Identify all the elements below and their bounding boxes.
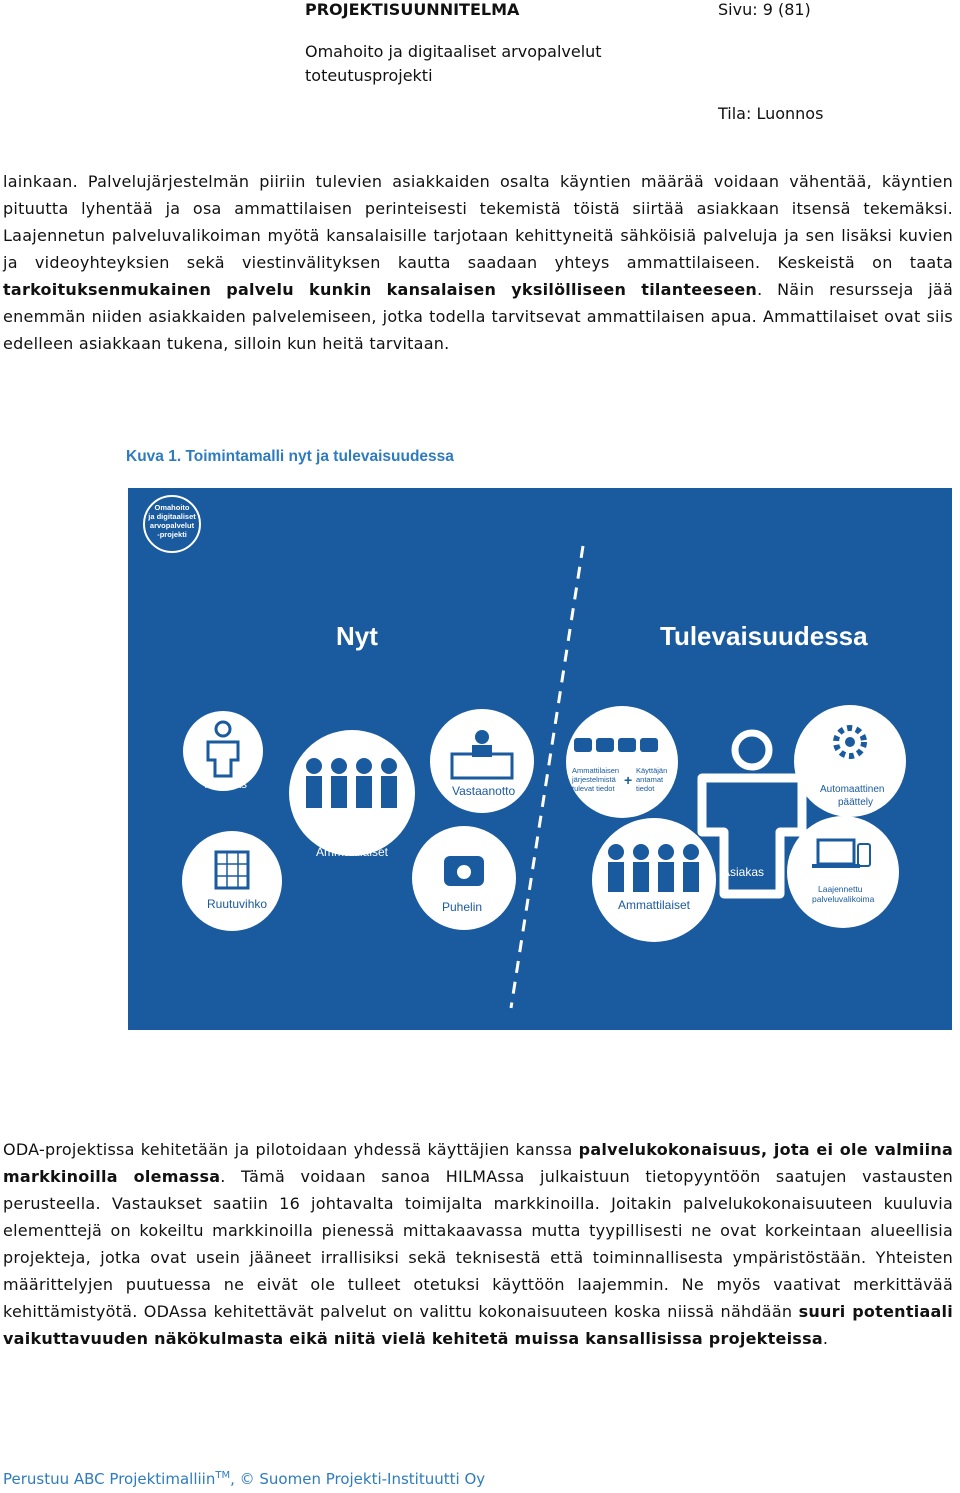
label-asiakas-future: Asiakas — [722, 865, 765, 879]
footer-tm: TM — [215, 1470, 231, 1481]
ruutuvihko-icon — [182, 831, 282, 931]
svg-text:Ammattilaisen: Ammattilaisen — [572, 766, 620, 775]
svg-text:Laajennettu: Laajennettu — [818, 884, 863, 894]
ammattilaiset-now-icon — [289, 730, 415, 856]
para2-text-2: . Tämä voidaan sanoa HILMAssa julkaistuun tietopyyntöön saatujen vastausten perusteella. Vastaukset saatiin 16 johtavalta toimijalta markkinoilla. Joitakin palvelukokonaisuuteen kuuluvia elementtejä on kokeiltu markkinoilla pienessä mittakaavassa mutta tyypillisesti ne ovat korkeintaan alueellisia projekteja, jotka ovat usein jääneet irrallisiksi sekä teknisestä että toiminnallisesta ympäristöstään. Yhteisten määrittelyjen puutuessa ne eivät ole tulleet otetuksi käyttöön laajemmin. Ne myös vaativat merkittävää kehittämistyötä. ODAssa kehitettävät palvelut on valittu kokonaisuuteen koska niissä nähdään — [3, 1167, 953, 1321]
svg-text:Käyttäjän: Käyttäjän — [636, 766, 668, 775]
para2-bold-2: suuri potentiaali vaikuttavuuden näkökulmasta eikä niitä vielä kehitetä muissa kansallisissa projekteissa — [3, 1302, 954, 1348]
palveluvalikoima-icon — [787, 816, 899, 928]
title-now: Nyt — [336, 621, 378, 651]
body-paragraph-2 — [3, 1136, 953, 1352]
svg-text:tulevat tiedot: tulevat tiedot — [572, 784, 615, 793]
ammattilaiset-future-icon — [592, 818, 716, 942]
para2-text-1: ODA-projektissa kehitetään ja pilotoidaan yhdessä käyttäjien kanssa — [3, 1140, 579, 1159]
svg-text:tiedot: tiedot — [636, 784, 655, 793]
project-name: Omahoito ja digitaaliset arvopalvelut toteutusprojekti — [305, 42, 602, 85]
svg-text:ja digitaaliset: ja digitaaliset — [148, 512, 196, 521]
figure-drawing — [128, 488, 952, 1030]
operating-model-figure — [128, 488, 952, 1030]
page-number: Sivu: 9 (81) — [718, 0, 811, 19]
body-paragraph-1 — [3, 168, 953, 357]
document-type: PROJEKTISUUNNITELMA — [305, 0, 520, 19]
para2-bold-1: palvelukokonaisuus, jota ei ole valmiina markkinoilla olemassa — [3, 1140, 954, 1186]
project-logo — [144, 496, 200, 552]
footer — [3, 1470, 485, 1488]
svg-text:päättely: päättely — [838, 797, 874, 808]
figure-caption: Kuva 1. Toimintamalli nyt ja tulevaisuudessa — [126, 448, 454, 465]
svg-text:Automaattinen: Automaattinen — [820, 784, 885, 795]
document-state: Tila: Luonnos — [718, 104, 824, 123]
label-ruutuvihko: Ruutuvihko — [207, 897, 268, 911]
svg-text:Omahoito: Omahoito — [154, 503, 190, 512]
footer-text-2: , © Suomen Projekti-Instituutti Oy — [230, 1470, 486, 1488]
title-future: Tulevaisuudessa — [660, 621, 868, 651]
label-puhelin: Puhelin — [442, 900, 483, 914]
label-vastaanotto: Vastaanotto — [452, 784, 516, 798]
label-asiakas-now: Asiakas — [205, 777, 248, 791]
label-ammattilaiset-now: Ammattilaiset — [316, 845, 389, 859]
svg-text:+: + — [624, 772, 633, 788]
svg-text:antamat: antamat — [636, 775, 664, 784]
svg-text:-projekti: -projekti — [157, 530, 187, 539]
label-ammattilaiset-future: Ammattilaiset — [618, 898, 691, 912]
tiedot-icon — [566, 706, 678, 818]
footer-text-1: Perustuu ABC Projektimalliin — [3, 1470, 216, 1488]
para1-bold-1: tarkoituksenmukainen palvelu kunkin kansalaisen yksilölliseen tilanteeseen — [3, 280, 758, 299]
para2-text-3: . — [822, 1329, 829, 1348]
svg-text:arvopalvelut: arvopalvelut — [149, 521, 195, 530]
automaattinen-paattely-icon — [794, 705, 906, 817]
para1-text-1: lainkaan. Palvelujärjestelmän piiriin tulevien asiakkaiden osalta käyntien määrää voidaan vähentää, käyntien pituutta lyhentää ja osa ammattilaisen perinteisesti tekemistä töistä siirtää asiakkaan itsensä tekemäksi. Laajennetun palveluvalikoiman myötä kansalaisille tarjotaan kehittyneitä sähköisiä palveluja ja sen lisäksi kuvien ja videoyhteyksien sekä viestinvälityksen kautta saadaan yhteys ammattilaiseen. Keskeistä on taata — [3, 172, 953, 272]
svg-text:palveluvalikoima: palveluvalikoima — [812, 894, 875, 904]
puhelin-icon — [412, 826, 516, 930]
svg-text:järjestelmistä: järjestelmistä — [572, 775, 616, 784]
para1-text-2: . Näin resursseja jää enemmän niiden asiakkaiden palvelemiseen, jotka todella tarvitsevat ammattilaisen apua. Ammattilaiset ovat siis edelleen asiakkaan tukena, silloin kun heitä tarvitaan. — [3, 280, 953, 353]
